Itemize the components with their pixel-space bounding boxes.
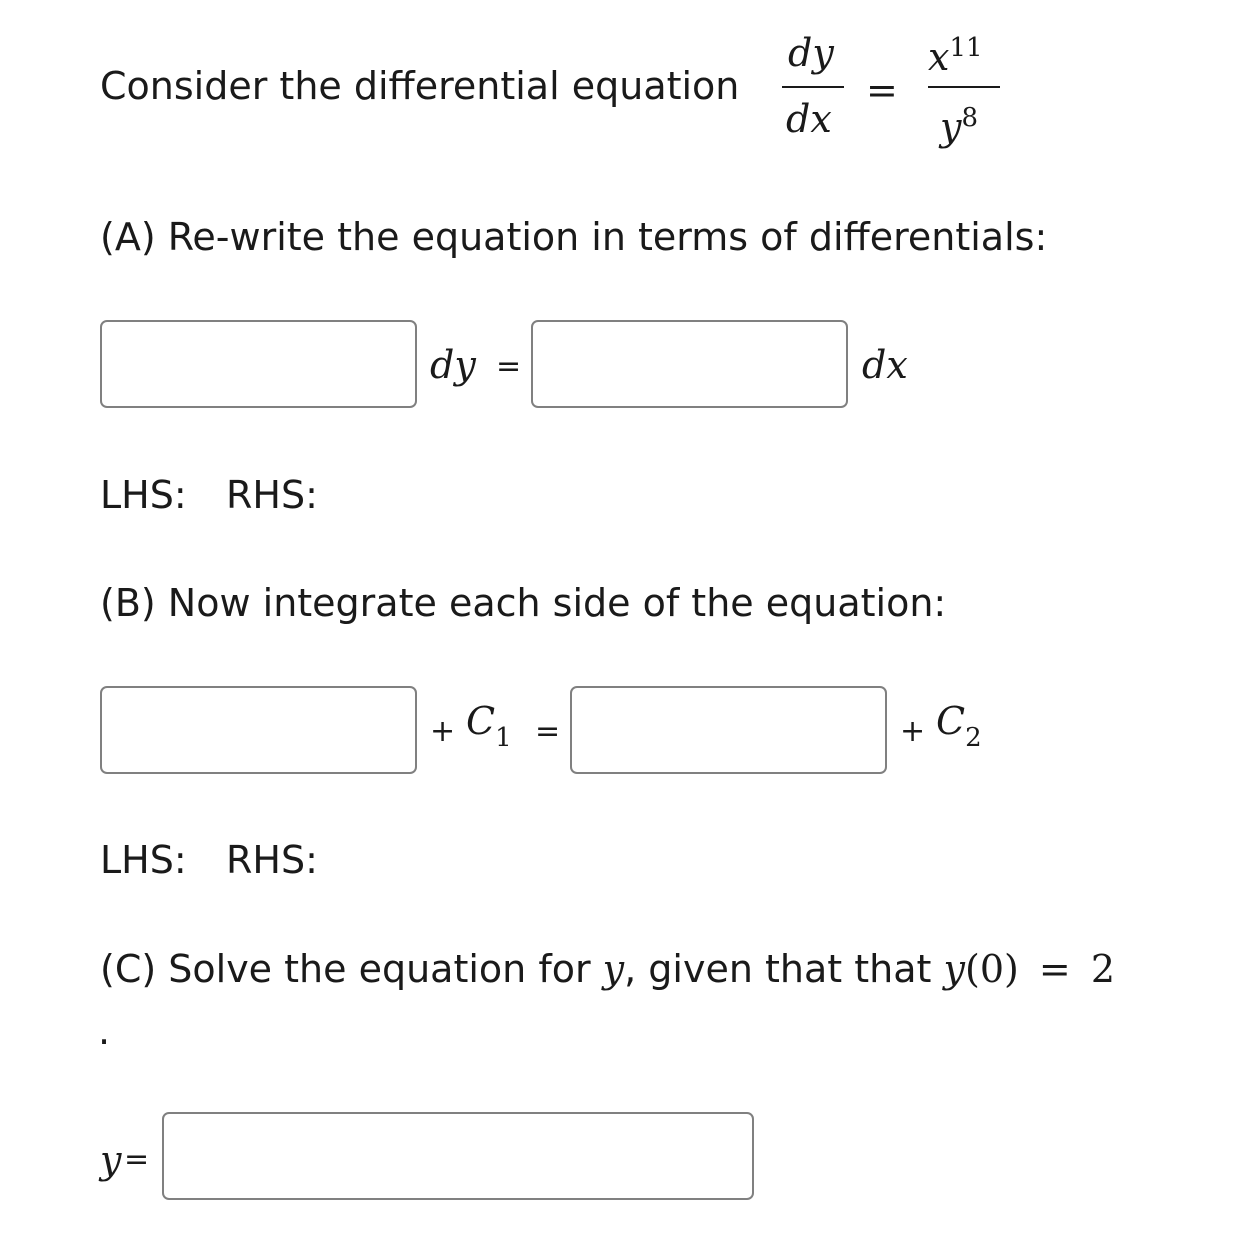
eq-lhs-denominator: dx	[786, 97, 832, 141]
part-b-c2-base: C	[936, 699, 966, 743]
part-b-rhs-input[interactable]	[570, 686, 887, 774]
part-b-lhs-label: LHS:	[100, 838, 187, 882]
eq-lhs-fraction-bar	[782, 86, 844, 88]
part-a-equals: =	[496, 349, 522, 384]
part-c-variable: y	[602, 947, 625, 991]
eq-lhs-numerator: dy	[788, 31, 834, 75]
part-c-condition-value: 2	[1090, 947, 1116, 991]
part-b-plus-1: +	[430, 714, 456, 749]
part-c-y-equals: =	[124, 1142, 150, 1177]
part-c-prompt-start: (C) Solve the equation for	[100, 947, 591, 991]
part-a-lhs-label: LHS:	[100, 473, 187, 517]
part-b-equals: =	[535, 714, 561, 749]
part-a-dy-label: dy	[430, 343, 476, 387]
eq-rhs-denominator-exponent: 8	[961, 103, 979, 133]
part-a-rhs-label: RHS:	[226, 473, 318, 517]
part-a-dx-label: dx	[862, 343, 908, 387]
part-c-prompt	[100, 947, 1116, 991]
eq-equals: =	[866, 68, 898, 112]
part-c-condition-equals: =	[1038, 947, 1071, 991]
part-c-condition-argument: (0)	[965, 947, 1019, 991]
part-a-prompt: (A) Re-write the equation in terms of differentials:	[100, 215, 1048, 259]
part-c-trailing-dot: .	[98, 1009, 111, 1053]
part-b-constant-c1	[466, 699, 512, 753]
eq-rhs-fraction-bar	[928, 86, 1000, 88]
eq-rhs-denominator-base: y	[940, 105, 962, 149]
part-b-prompt: (B) Now integrate each side of the equation:	[100, 581, 947, 625]
part-b-plus-2: +	[900, 714, 926, 749]
part-b-c2-subscript: 2	[965, 723, 982, 753]
part-b-constant-c2	[936, 699, 982, 753]
part-c-prompt-mid: , given that that	[624, 947, 932, 991]
part-b-lhs-input[interactable]	[100, 686, 417, 774]
part-c-condition-function: y	[943, 947, 965, 991]
intro-text: Consider the differential equation	[100, 64, 740, 108]
eq-rhs-numerator-base: x	[928, 35, 950, 79]
part-a-rhs-input[interactable]	[531, 320, 848, 408]
eq-rhs-denominator	[940, 98, 979, 149]
eq-rhs-numerator	[928, 24, 983, 79]
part-b-c1-base: C	[466, 699, 496, 743]
eq-rhs-numerator-exponent: 11	[949, 33, 983, 63]
part-b-rhs-label: RHS:	[226, 838, 318, 882]
part-c-y-label: y	[100, 1138, 122, 1182]
part-b-c1-subscript: 1	[495, 723, 512, 753]
part-a-lhs-input[interactable]	[100, 320, 417, 408]
part-c-answer-input[interactable]	[162, 1112, 754, 1200]
